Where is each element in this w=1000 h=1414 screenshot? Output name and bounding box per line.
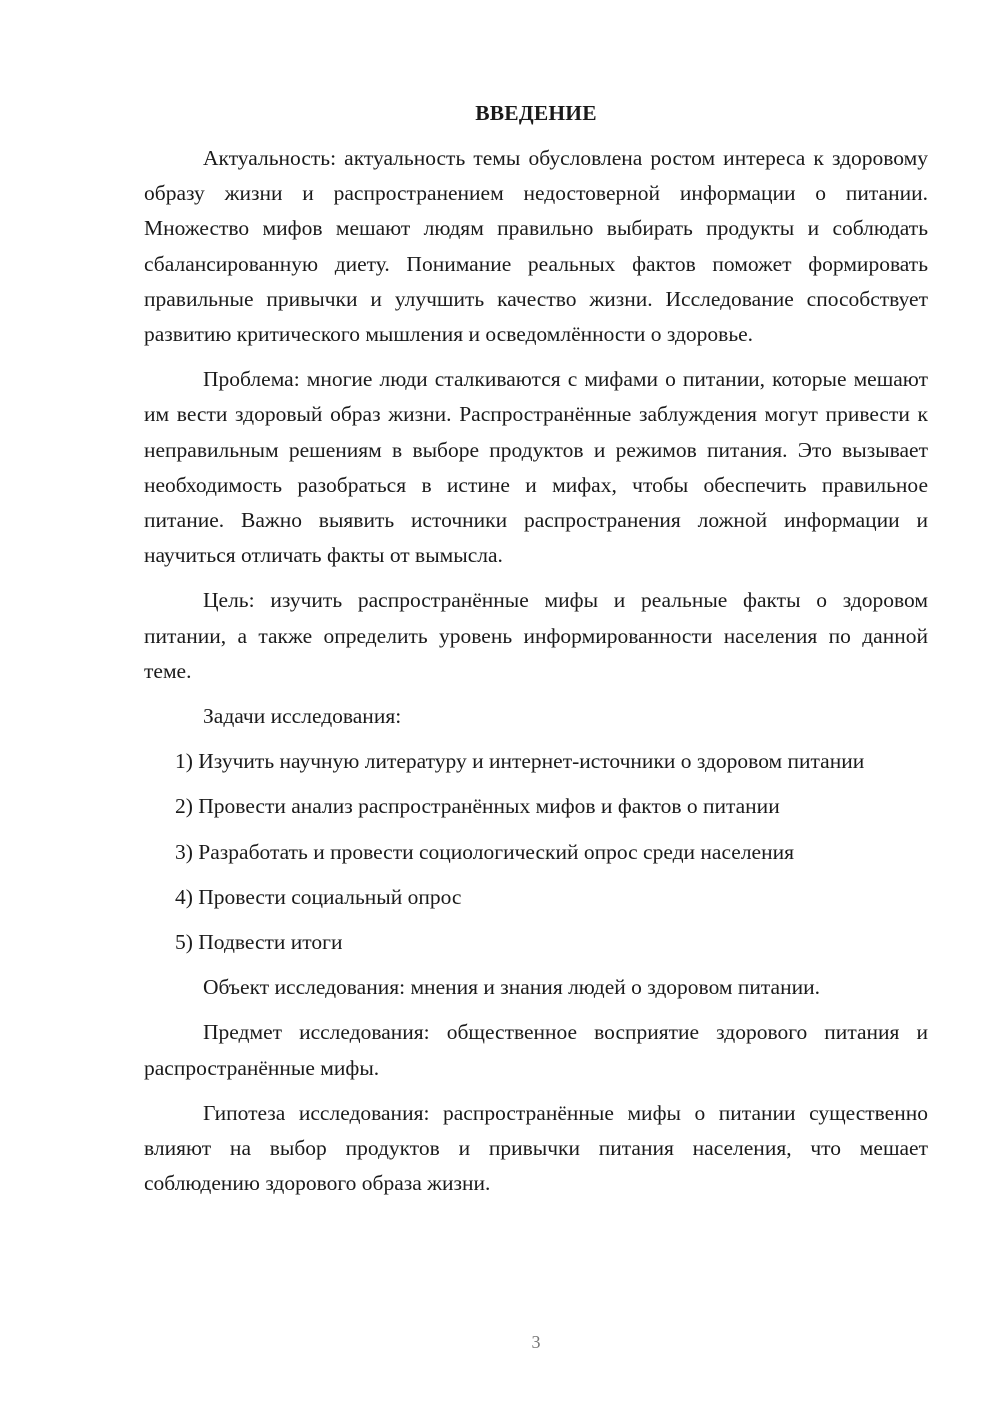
- goal-paragraph: Цель: изучить распространённые мифы и реальные факты о здоровом питании, а также определить уровень информированности населения по данной теме.: [144, 588, 928, 683]
- section-heading: ВВЕДЕНИЕ: [475, 101, 597, 125]
- problem-paragraph: Проблема: многие люди сталкиваются с мифами о питании, которые мешают им вести здоровый образ жизни. Распространённые заблуждения могут привести к неправильным решениям в выборе продуктов и режимов питания. Это вызывает необходимость разобраться в истине и мифах, чтобы обеспечить правильное питание. Важно выявить источники распространения ложной информации и научиться отличать факты от вымысла.: [144, 367, 928, 568]
- tasks-list: [144, 744, 928, 960]
- relevance-paragraph: Актуальность: актуальность темы обусловлена ростом интереса к здоровому образу жизни и распространением недостоверной информации о питании. Множество мифов мешают людям правильно выбирать продукты и соблюдать сбалансированную диету. Понимание реальных фактов поможет формировать правильные привычки и улучшить качество жизни. Исследование способствует развитию критического мышления и осведомлённости о здоровье.: [144, 146, 928, 347]
- task-item-4: 4) Провести социальный опрос: [175, 884, 462, 909]
- task-item-1: 1) Изучить научную литературу и интернет-источники о здоровом питании: [175, 749, 865, 774]
- task-item-2: 2) Провести анализ распространённых мифов и фактов о питании: [175, 794, 780, 819]
- page-content: [144, 96, 928, 1201]
- object-paragraph: Объект исследования: мнения и знания людей о здоровом питании.: [203, 975, 820, 1000]
- tasks-title: Задачи исследования:: [203, 704, 402, 729]
- page-number: 3: [531, 1332, 541, 1352]
- hypothesis-paragraph: Гипотеза исследования: распространённые мифы о питании существенно влияют на выбор продуктов и привычки питания населения, что мешает соблюдению здорового образа жизни.: [144, 1100, 928, 1196]
- task-item-5: 5) Подвести итоги: [175, 930, 343, 955]
- task-item-3: 3) Разработать и провести социологический опрос среди населения: [175, 839, 794, 864]
- subject-paragraph: Предмет исследования: общественное восприятие здорового питания и распространённые мифы.: [144, 1020, 928, 1080]
